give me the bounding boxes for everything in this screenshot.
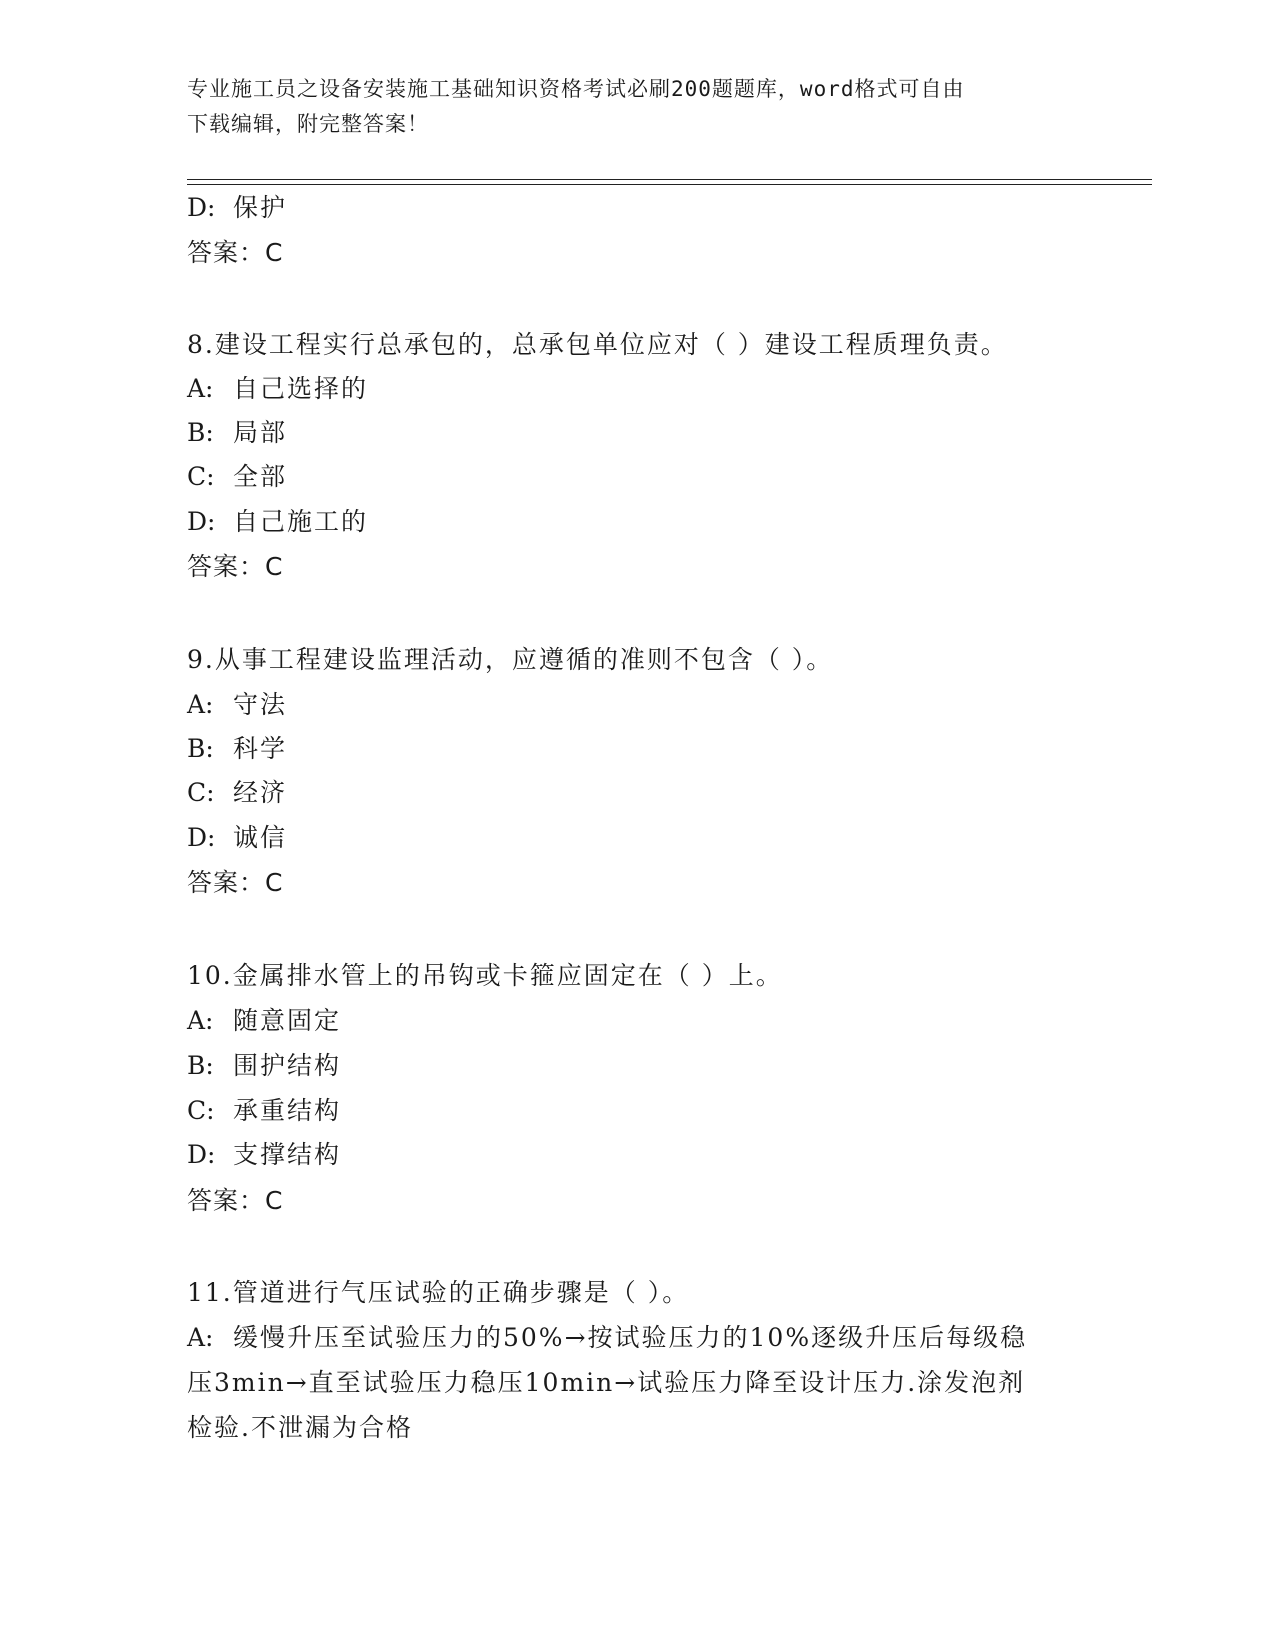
option-text: 局部 — [233, 418, 288, 447]
option-text: 科学 — [233, 734, 288, 763]
question-9-answer: 答案：C — [187, 868, 284, 897]
question-8-option-d — [187, 507, 368, 537]
option-text: 支撑结构 — [233, 1140, 342, 1169]
option-letter: A: — [187, 1006, 214, 1035]
option-text: 全部 — [233, 462, 288, 491]
option-text: 缓慢升压至试验压力的50%→按试验压力的10%逐级升压后每级稳 — [233, 1323, 1028, 1352]
option-letter: D: — [187, 193, 216, 222]
question-10-answer: 答案：C — [187, 1186, 284, 1215]
question-10-option-b — [187, 1051, 341, 1081]
question-8-option-b — [187, 418, 287, 448]
option-letter: C: — [187, 778, 215, 807]
option-text: 自己施工的 — [233, 507, 369, 536]
option-letter: B: — [187, 418, 214, 447]
option-text: 经济 — [233, 778, 288, 807]
question-8-answer: 答案：C — [187, 552, 284, 581]
question-10-option-a — [187, 1006, 341, 1036]
question-9-option-d — [187, 823, 287, 853]
question-10-option-c — [187, 1096, 341, 1126]
header-divider-top — [187, 179, 1152, 180]
option-letter: B: — [187, 734, 214, 763]
page-header — [187, 72, 1067, 142]
option-text: 守法 — [233, 690, 288, 719]
option-letter: C: — [187, 1096, 215, 1125]
prev-question-option-d — [187, 193, 287, 223]
option-letter: D: — [187, 1140, 216, 1169]
question-9-stem: 9.从事工程建设监理活动，应遵循的准则不包含（ ）。 — [187, 645, 834, 674]
question-11-option-a-line-3: 检验.不泄漏为合格 — [187, 1413, 413, 1442]
option-text: 随意固定 — [233, 1006, 342, 1035]
option-text: 围护结构 — [233, 1051, 342, 1080]
header-divider-bottom — [187, 184, 1152, 185]
option-letter: A: — [187, 690, 214, 719]
option-letter: A: — [187, 1323, 214, 1352]
header-line-1: 专业施工员之设备安装施工基础知识资格考试必刷200题题库，word格式可自由 — [187, 77, 965, 101]
option-text: 自己选择的 — [233, 374, 369, 403]
question-9-option-b — [187, 734, 287, 764]
header-line-2: 下载编辑，附完整答案！ — [187, 112, 429, 136]
option-letter: A: — [187, 374, 214, 403]
question-8-stem: 8.建设工程实行总承包的，总承包单位应对（ ）建设工程质理负责。 — [187, 330, 1008, 359]
question-8-option-a — [187, 374, 368, 404]
question-10-option-d — [187, 1140, 341, 1170]
option-letter: D: — [187, 507, 216, 536]
option-text: 诚信 — [233, 823, 288, 852]
question-11-stem: 11.管道进行气压试验的正确步骤是（ ）。 — [187, 1278, 690, 1307]
question-10-stem: 10.金属排水管上的吊钩或卡箍应固定在（ ）上。 — [187, 961, 783, 990]
question-11-option-a-line-1 — [187, 1323, 1027, 1353]
question-9-option-a — [187, 690, 287, 720]
question-11-option-a-line-2: 压3min→直至试验压力稳压10min→试验压力降至设计压力.涂发泡剂 — [187, 1368, 1026, 1397]
prev-question-answer: 答案：C — [187, 238, 284, 267]
option-text: 承重结构 — [233, 1096, 342, 1125]
option-text: 保护 — [233, 193, 288, 222]
question-8-option-c — [187, 462, 287, 492]
option-letter: B: — [187, 1051, 214, 1080]
option-letter: C: — [187, 462, 215, 491]
question-9-option-c — [187, 778, 287, 808]
option-letter: D: — [187, 823, 216, 852]
